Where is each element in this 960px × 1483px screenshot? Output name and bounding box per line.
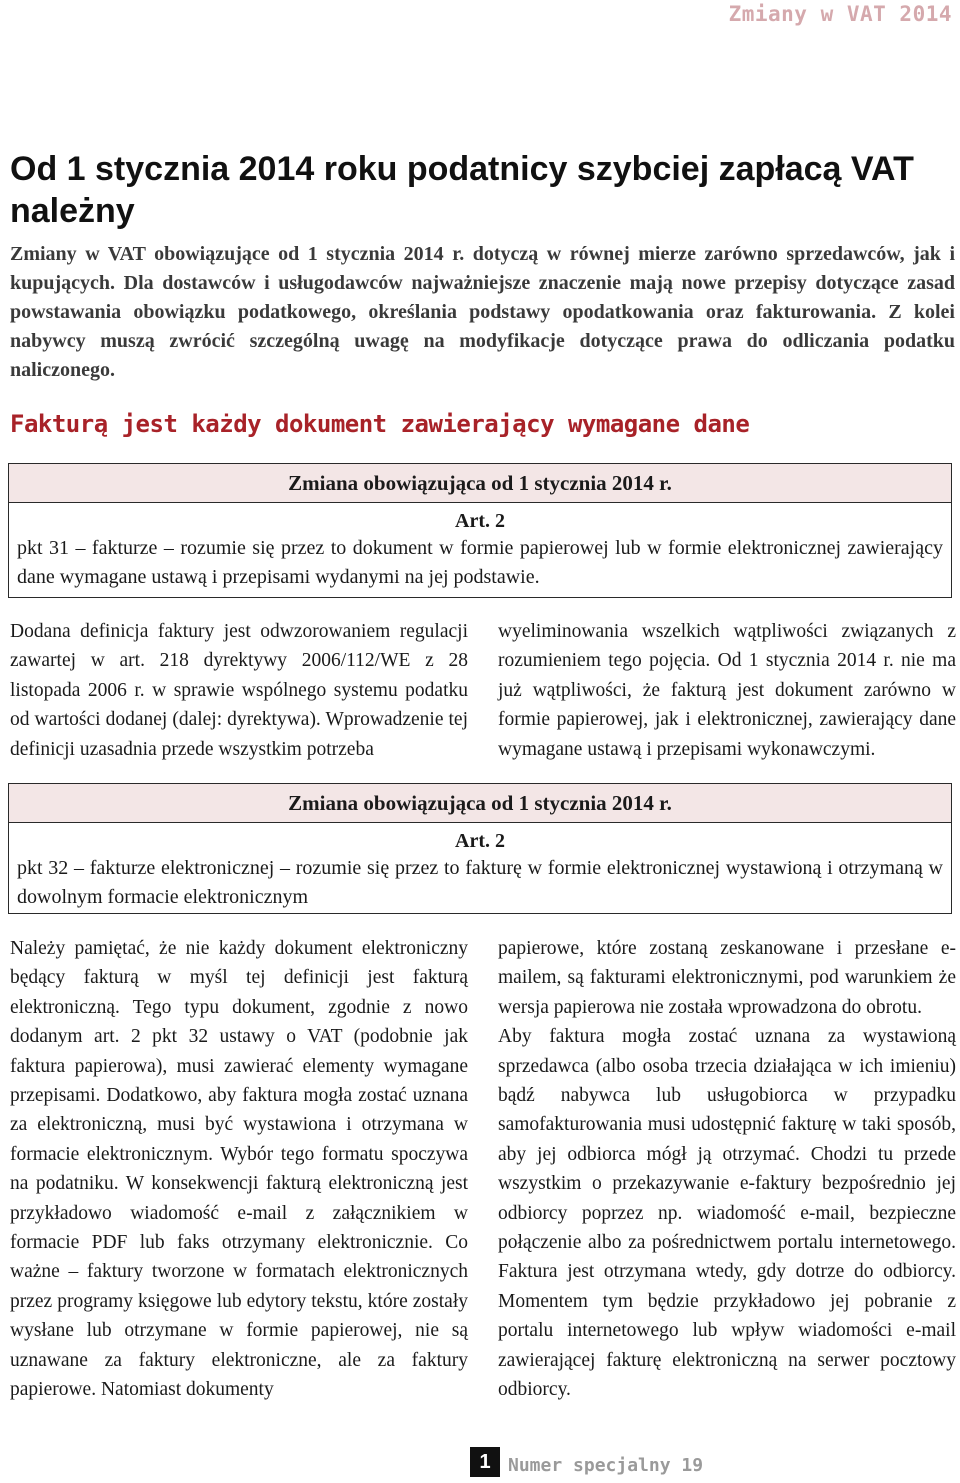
paragraph: wyeliminowania wszelkich wątpliwości związanych z rozumieniem tego pojęcia. Od 1 stycznia 2014 r. nie ma już wątpliwości, że fakturą jest dokument zarówno w formie papierowej, jak i elektronicznej, zawierający dane wymagane ustawą i przepisami wykonawczymi.: [498, 621, 956, 760]
law-box-heading: Zmiana obowiązująca od 1 stycznia 2014 r.: [9, 784, 951, 823]
law-box-text: pkt 32 – fakturze elektronicznej – rozumie się przez to fakturę w formie elektronicznej wystawioną i otrzymaną w dowolnym formacie elektronicznym: [17, 857, 943, 908]
law-box-text: pkt 31 – fakturze – rozumie się przez to dokument w formie papierowej lub w formie elektronicznej zawierający dane wymagane ustawą i przepisami wydanymi na jej podstawie.: [17, 537, 943, 588]
column-right-2: [498, 934, 956, 1405]
page-number: 1: [470, 1447, 500, 1477]
paragraph: Należy pamiętać, że nie każdy dokument elektroniczny będący fakturą w myśl tej definicji jest fakturą elektroniczną. Tego typu dokument, zgodnie z nowo dodanym art. 2 pkt 32 ustawy o VAT (podobnie jak faktura papierowa), musi zawierać elementy wymagane przepisami. Dodatkowo, aby faktura mogła zostać uznana za elektroniczną, musi być wystawiona i otrzymana w formacie elektronicznym. Wybór tego formatu spoczywa na podatniku. W konsekwencji fakturą elektroniczną jest przykładowo wiadomość e-mail z załącznikiem w formacie PDF lub faks otrzymany elektronicznie. Co ważne – faktury tworzone w formatach elektronicznych przez programy księgowe lub edytory tekstu, które zostały wysłane lub otrzymane w formie papierowej, nie są uznawane za faktury elektroniczne, ale za faktury papierowe. Natomiast dokumenty: [10, 938, 468, 1401]
paragraph: Aby faktura mogła zostać uznana za wystawioną sprzedawca (albo osoba trzecia działająca w ich imieniu) bądź nabywca lub usługobiorca w przypadku samofakturowania musi udostępnić fakturę w taki sposób, aby jej odbiorca mógł ją otrzymać. Chodzi tu przede wszystkim o przekazywanie e-faktury bezpośrednio jej odbiorcy poprzez np. wiadomość e-mail, bezpieczne połączenie albo za pośrednictwem portalu internetowego. Faktura jest otrzymana wtedy, gdy dotrze do odbiorcy. Momentem tym będzie przykładowo jej pobranie z portalu internetowego lub wpływ wiadomości e-mail zawierającej fakturę elektroniczną na serwer pocztowy odbiorcy.: [498, 1026, 956, 1401]
article-title: Od 1 stycznia 2014 roku podatnicy szybciej zapłacą VAT należny: [10, 150, 914, 230]
column-left-1: [10, 617, 468, 764]
issue-label: Numer specjalny 19: [508, 1455, 704, 1476]
paragraph: Dodana definicja faktury jest odwzorowaniem regulacji zawartej w art. 218 dyrektywy 2006/112/WE z 28 listopada 2006 r. w sprawie wspólnego systemu podatku od wartości dodanej (dalej: dyrektywa). Wprowadzenie tej definicji uzasadnia przede wszystkim potrzeba: [10, 621, 468, 760]
section-title: Fakturą jest każdy dokument zawierający wymagane dane: [10, 410, 750, 438]
article-lead: Zmiany w VAT obowiązujące od 1 stycznia 2014 r. dotyczą w równej mierze zarówno sprzedawców, jak i kupujących. Dla dostawców i usługodawców najważniejsze znaczenie mają nowe przepisy dotyczące zasad powstawania obowiązku podatkowego, określania podstawy opodatkowania oraz fakturowania. Z kolei nabywcy muszą zwrócić szczególną uwagę na modyfikacje dotyczące prawa do odliczania podatku naliczonego.: [10, 243, 955, 381]
law-box-e-invoice: [8, 783, 952, 914]
law-box-article: Art. 2: [455, 510, 505, 532]
law-box-heading: Zmiana obowiązująca od 1 stycznia 2014 r.: [9, 464, 951, 503]
column-right-1: [498, 617, 956, 764]
running-header: Zmiany w VAT 2014: [728, 2, 952, 26]
law-box-invoice: [8, 463, 952, 598]
law-box-article: Art. 2: [455, 830, 505, 852]
column-left-2: [10, 934, 468, 1405]
paragraph: papierowe, które zostaną zeskanowane i przesłane e-mailem, są fakturami elektronicznymi, pod warunkiem że wersja papierowa nie została wprowadzona do obrotu.: [498, 938, 956, 1018]
